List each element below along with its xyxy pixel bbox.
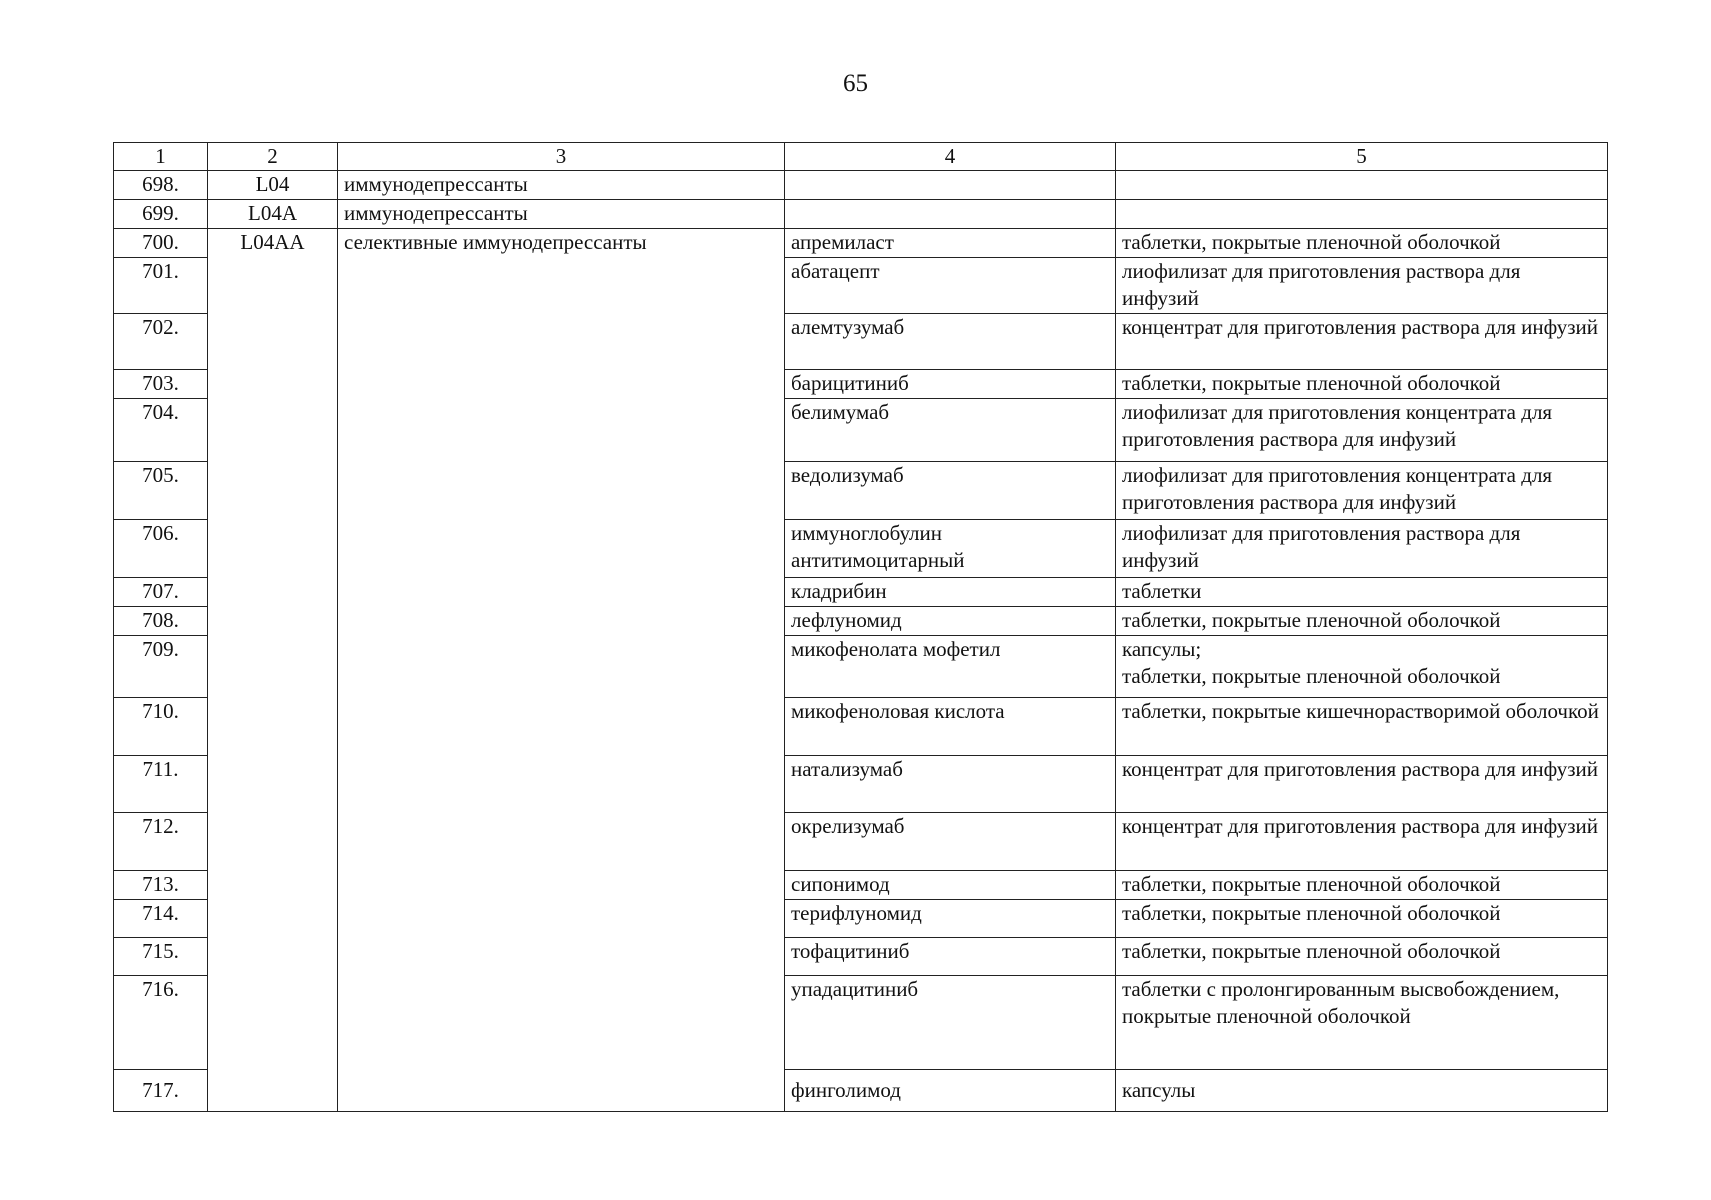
row-number: 717. <box>114 1070 208 1112</box>
dosage-form: таблетки <box>1116 578 1608 607</box>
dosage-form: таблетки, покрытые пленочной оболочкой <box>1116 871 1608 900</box>
column-header: 1 <box>114 143 208 171</box>
drug-name: натализумаб <box>785 756 1116 813</box>
drug-name: финголимод <box>785 1070 1116 1112</box>
group-name: иммунодепрессанты <box>338 200 785 229</box>
column-header: 5 <box>1116 143 1608 171</box>
drug-name: лефлуномид <box>785 607 1116 636</box>
dosage-form: концентрат для приготовления раствора для инфузий <box>1116 314 1608 370</box>
row-number: 716. <box>114 976 208 1070</box>
drug-name: апремиласт <box>785 229 1116 258</box>
group-name: иммунодепрессанты <box>338 171 785 200</box>
row-number: 707. <box>114 578 208 607</box>
dosage-form: концентрат для приготовления раствора для инфузий <box>1116 756 1608 813</box>
dosage-form: таблетки, покрытые кишечнорастворимой оболочкой <box>1116 698 1608 756</box>
row-number: 705. <box>114 462 208 520</box>
drug-name: терифлуномид <box>785 900 1116 938</box>
atc-code: L04AA <box>208 229 338 1112</box>
dosage-form-line: капсулы; <box>1122 637 1202 661</box>
dosage-form: таблетки, покрытые пленочной оболочкой <box>1116 900 1608 938</box>
drug-name: абатацепт <box>785 258 1116 314</box>
dosage-form: концентрат для приготовления раствора для инфузий <box>1116 813 1608 871</box>
row-number: 714. <box>114 900 208 938</box>
column-header: 3 <box>338 143 785 171</box>
row-number: 699. <box>114 200 208 229</box>
dosage-form: таблетки, покрытые пленочной оболочкой <box>1116 229 1608 258</box>
dosage-form: лиофилизат для приготовления концентрата для приготовления раствора для инфузий <box>1116 462 1608 520</box>
drug-name: тофацитиниб <box>785 938 1116 976</box>
table-header-row <box>114 143 1608 171</box>
dosage-form: таблетки, покрытые пленочной оболочкой <box>1116 938 1608 976</box>
row-number: 706. <box>114 520 208 578</box>
dosage-form: таблетки с пролонгированным высвобождением, покрытые пленочной оболочкой <box>1116 976 1608 1070</box>
table-row <box>114 200 1608 229</box>
page-number: 65 <box>843 70 868 97</box>
drug-name: окрелизумаб <box>785 813 1116 871</box>
row-number: 713. <box>114 871 208 900</box>
drug-name: кладрибин <box>785 578 1116 607</box>
dosage-form-line: таблетки, покрытые пленочной оболочкой <box>1122 664 1501 688</box>
row-number: 715. <box>114 938 208 976</box>
row-number: 702. <box>114 314 208 370</box>
row-number: 700. <box>114 229 208 258</box>
atc-code: L04A <box>208 200 338 229</box>
drug-name <box>785 171 1116 200</box>
dosage-form: капсулы <box>1116 1070 1608 1112</box>
group-name: селективные иммунодепрессанты <box>338 229 785 1112</box>
dosage-form: лиофилизат для приготовления раствора для инфузий <box>1116 258 1608 314</box>
row-number: 701. <box>114 258 208 314</box>
dosage-form: лиофилизат для приготовления концентрата для приготовления раствора для инфузий <box>1116 399 1608 462</box>
dosage-form: таблетки, покрытые пленочной оболочкой <box>1116 607 1608 636</box>
row-number: 708. <box>114 607 208 636</box>
drug-name: упадацитиниб <box>785 976 1116 1070</box>
row-number: 704. <box>114 399 208 462</box>
row-number: 698. <box>114 171 208 200</box>
row-number: 703. <box>114 370 208 399</box>
drug-name: барицитиниб <box>785 370 1116 399</box>
drug-name <box>785 200 1116 229</box>
drug-name: белимумаб <box>785 399 1116 462</box>
drug-name: ведолизумаб <box>785 462 1116 520</box>
medication-table <box>113 142 1608 1112</box>
drug-name: микофеноловая кислота <box>785 698 1116 756</box>
table-row <box>114 171 1608 200</box>
dosage-form: лиофилизат для приготовления раствора для инфузий <box>1116 520 1608 578</box>
drug-name: алемтузумаб <box>785 314 1116 370</box>
column-header: 4 <box>785 143 1116 171</box>
drug-name: микофенолата мофетил <box>785 636 1116 698</box>
column-header: 2 <box>208 143 338 171</box>
drug-name: иммуноглобулин антитимоцитарный <box>785 520 1116 578</box>
row-number: 709. <box>114 636 208 698</box>
row-number: 711. <box>114 756 208 813</box>
dosage-form <box>1116 171 1608 200</box>
drug-name: сипонимод <box>785 871 1116 900</box>
dosage-form <box>1116 200 1608 229</box>
table-row <box>114 229 1608 258</box>
row-number: 712. <box>114 813 208 871</box>
row-number: 710. <box>114 698 208 756</box>
atc-code: L04 <box>208 171 338 200</box>
dosage-form: таблетки, покрытые пленочной оболочкой <box>1116 370 1608 399</box>
dosage-form <box>1116 636 1608 698</box>
